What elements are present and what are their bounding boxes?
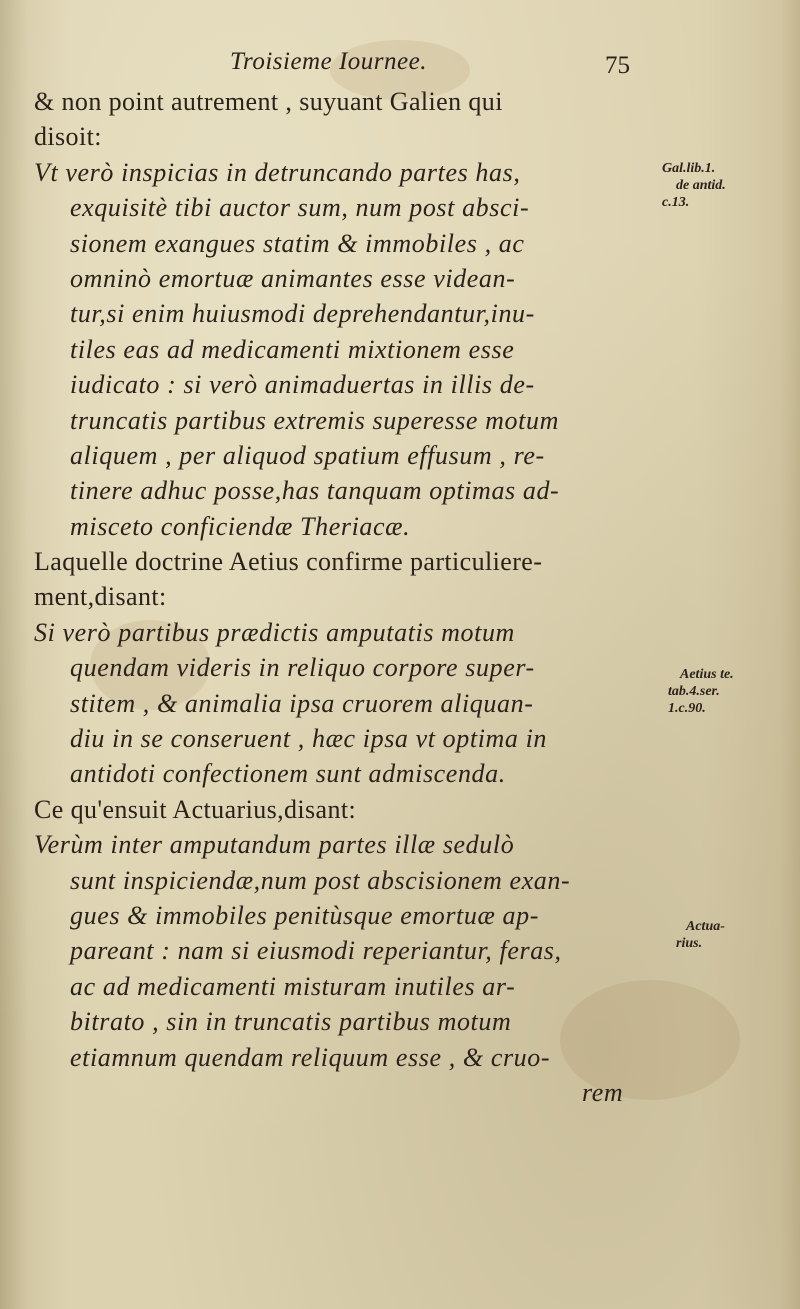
catchword: rem bbox=[582, 1077, 624, 1107]
margin-note-line: Actua- bbox=[686, 919, 725, 934]
margin-note-actuarius bbox=[676, 918, 725, 952]
quotation-line: sunt inspiciendæ,num post abscisionem exan- bbox=[70, 865, 571, 895]
quotation-line: Verùm inter amputandum partes illæ sedulò bbox=[34, 830, 515, 860]
page-number: 75 bbox=[605, 52, 630, 79]
quotation-line: ac ad medicamenti misturam inutiles ar- bbox=[70, 971, 516, 1001]
body-text bbox=[34, 84, 642, 1110]
quotation-line: tur,si enim huiusmodi deprehendantur,inu- bbox=[70, 299, 535, 329]
quotation-line: Si verò partibus prædictis amputatis motum bbox=[34, 617, 515, 647]
text-line: ment,disant: bbox=[34, 582, 167, 612]
quotation-line: quendam videris in reliquo corpore super- bbox=[70, 653, 535, 683]
running-title: Troisieme Iournee. bbox=[230, 48, 427, 75]
quotation-line: iudicato : si verò animaduertas in illis de- bbox=[70, 370, 535, 400]
text-line: & non point autrement , suyuant Galien qui bbox=[34, 87, 503, 116]
quotation-line: tinere adhuc posse,has tanquam optimas ad- bbox=[70, 476, 560, 506]
quotation-line: sionem exangues statim & immobiles , ac bbox=[70, 228, 525, 258]
page-header bbox=[0, 48, 800, 88]
margin-note-line: tab.4.ser. bbox=[668, 684, 720, 699]
quotation-line: omninò emortuæ animantes esse videan- bbox=[70, 263, 516, 293]
quotation-line: truncatis partibus extremis superesse motum bbox=[70, 405, 559, 435]
text-line: Laquelle doctrine Aetius confirme particuliere- bbox=[34, 547, 543, 577]
quotation-line: pareant : nam si eiusmodi reperiantur, feras, bbox=[70, 936, 562, 966]
quotation-line: Vt verò inspicias in detruncando partes has, bbox=[34, 157, 521, 187]
quotation-line: antidoti confectionem sunt admiscenda. bbox=[70, 759, 506, 789]
quotation-line: stitem , & animalia ipsa cruorem aliquan- bbox=[70, 688, 534, 718]
margin-note-line: c.13. bbox=[662, 195, 690, 210]
margin-note-line: Gal.lib.1. bbox=[662, 161, 716, 176]
margin-note-aetius bbox=[668, 666, 734, 717]
margin-note-line: de antid. bbox=[676, 178, 726, 193]
quotation-line: exquisitè tibi auctor sum, num post absci- bbox=[70, 193, 530, 223]
quotation-line: tiles eas ad medicamenti mixtionem esse bbox=[70, 334, 515, 364]
quotation-line: misceto conficiendæ Theriacæ. bbox=[70, 511, 411, 541]
text-line: disoit: bbox=[34, 122, 102, 152]
margin-note-line: 1.c.90. bbox=[668, 701, 706, 716]
quotation-line: etiamnum quendam reliquum esse , & cruo- bbox=[70, 1042, 551, 1072]
quotation-line: bitrato , sin in truncatis partibus motum bbox=[70, 1007, 512, 1037]
quotation-line: gues & immobiles penitùsque emortuæ ap- bbox=[70, 900, 539, 930]
margin-note-line: rius. bbox=[676, 936, 703, 951]
quotation-line: diu in se conseruent , hæc ipsa vt optima in bbox=[70, 724, 548, 754]
margin-note-galen bbox=[662, 160, 726, 211]
margin-note-line: Aetius te. bbox=[680, 667, 734, 682]
quotation-line: aliquem , per aliquod spatium effusum , re- bbox=[70, 440, 545, 470]
text-line: Ce qu'ensuit Actuarius,disant: bbox=[34, 794, 357, 824]
